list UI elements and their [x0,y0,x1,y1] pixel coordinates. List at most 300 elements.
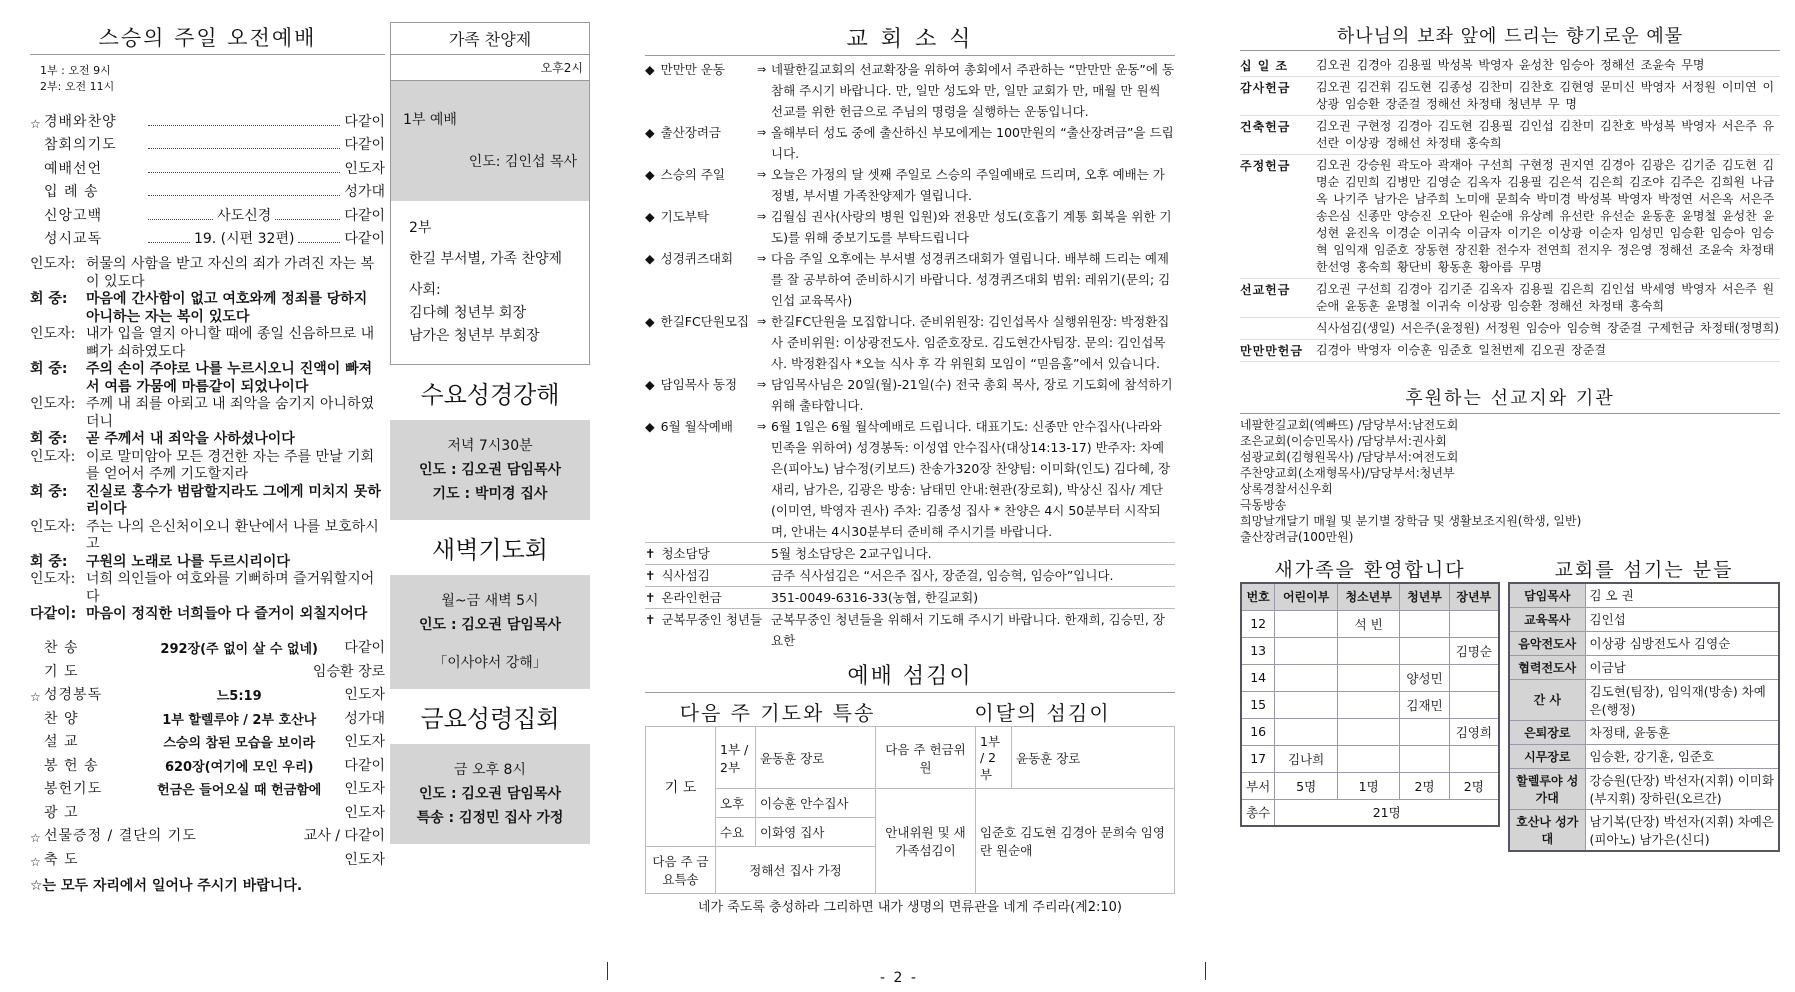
order-label: 선물증정 / 결단의 기도 [44,828,197,844]
news-head [645,565,757,586]
divider-left [607,962,608,980]
reading-text: 마음이 정직한 너희들아 다 즐거이 외칠지어다 [86,606,368,622]
order-detail: 스승의 참된 모습을 보이라 [163,736,316,751]
family-praise-box [390,22,590,365]
news-head [645,248,757,311]
servant-role: 할렐루야 성가대 [1509,768,1585,809]
order-label: 찬 송 [44,640,79,656]
table-row [1241,745,1499,772]
responsive-reading [30,256,385,624]
news-body: 김월심 권사(사랑의 병원 입원)와 전용만 성도(호흡기 계통 회복을 위한 기도)를 위해 중보기도를 부탁드립니다 [771,209,1172,245]
news-item [645,122,1175,164]
order-who: 교사 / 다같이 [303,828,385,844]
order-row [30,681,385,705]
table-row [1509,607,1779,631]
news-item [645,374,1175,416]
reading-text: 이로 말미암아 모든 경건한 자는 주를 만날 기회를 얻어서 주께 기도할지라 [86,448,375,482]
news-bullet-icon: ◆ [645,314,655,329]
table-cell: 김명순 [1449,637,1499,664]
news-head [645,543,757,564]
reading-text: 주의 손이 주야로 나를 누르시오니 진액이 빠져서 여름 가뭄에 마름같이 되었나이다 [86,361,373,395]
table-cell: 부서 [1241,772,1275,799]
news-head [645,609,763,651]
news-bullet-icon: ✝ [645,590,656,605]
order-label: 성경봉독 [44,687,103,703]
star-mark: ☆ [30,690,41,704]
order-row [30,751,385,775]
total-label: 총수 [1241,799,1275,826]
table-cell [1337,664,1400,691]
table-row [1509,809,1779,851]
table-cell [1275,664,1338,691]
offering-label: 선교헌금 [1240,283,1291,297]
servant-role: 교육목사 [1509,607,1585,631]
table-cell [1400,610,1449,637]
dot-leader [148,125,340,126]
table-row [1241,691,1499,718]
reading-speaker: 회 중: [30,483,68,500]
table-cell [1449,610,1499,637]
news-body: 5월 청소담당은 2교구입니다. [771,546,932,561]
table-cell: 2명 [1400,772,1449,799]
reading-text: 곧 주께서 내 죄악을 사하셨나이다 [86,431,295,447]
order-who: 다같이 [344,640,385,656]
table-cell: 13 [1241,637,1275,664]
dawn-info: 월~금 새벽 5시 인도 : 김오권 담임목사 「이사야서 강해」 [390,575,590,689]
news-head-label: 만만만 운동 [660,62,725,77]
offering-names: 식사섬김(생일) 서은주(윤정원) 서정원 임승아 임승혁 장준걸 구제헌금 차정태(정명희) [1316,321,1779,335]
news-item [645,59,1175,122]
worship-order-list [30,107,385,248]
support-item: 희망날개달기 매월 및 분기별 장학금 및 생활보조지원(학생, 일반) [1240,514,1582,528]
order-who: 인도자 [344,734,385,750]
arrow-icon [757,609,771,651]
offering-names: 김오권 강승원 곽도아 곽재아 구선희 구현정 권지연 김경아 김광은 김기준 김도현 김명순 김민희 김병만 김영순 김옥자 김용필 김은석 김은희 김조야 김주은 김희원 나금옥 나기주 남가은 남주희 노미애 문희숙 박미경 박성복 박영자 박정연 서은옥 서은주 송은심 신종만 양승진 오단아 원순애 유상례 유선란 유선순 윤동훈 윤명철 윤성찬 윤성현 윤진옥 이경순 이귀숙 이금자 이기은 이상광 이순자 임성민 임승환 임승아 임승혁 임익재 임준호 장동현 장진환 전수자 전연희 전지우 정은영 정해선 조윤숙 차정태 한선영 홍숙희 황단비 황동훈 황아름 무명 [1316,158,1775,274]
reading-text: 주는 나의 은신처이오니 환난에서 나를 보호하시고 [86,518,379,552]
offering-row [1240,116,1780,155]
dot-leader [148,219,213,220]
offering-label: 주정헌금 [1240,159,1291,173]
order-detail: 19. (시편 32편) [193,231,295,247]
star-mark: ☆ [30,854,41,869]
worship-order-list-2 [30,634,385,869]
arrow-icon: ⇒ [757,210,767,223]
order-label: 찬 양 [44,710,79,727]
order-detail: 1부 할렐루야 / 2부 호산나 [162,712,317,728]
order-who: 임승환 장로 [312,663,385,680]
dot-leader [148,172,340,173]
support-item: 조은교회(이승민목사) /담당부서:권사회 [1240,434,1447,448]
reading-speaker: 다같이: [30,606,77,622]
news-body: 한길FC단원을 모집합니다. 준비위원장: 김인섭목사 실행위원장: 박정환집사 준비위원: 이상광전도사. 임준호장로. 김도현간사팀장. 문의: 김인섭목사. 박정환집사 *오늘 식사 후 각 위원회 모임이 “믿음홀”에서 있습니다. [771,314,1170,371]
order-who: 다같이 [344,207,385,224]
news-head-label: 6월 월삭예배 [660,419,733,434]
family-part2: 2부 한길 부서별, 가족 찬양제 사회: 김다혜 청년부 회장 남가은 청년부 부회장 [409,220,563,344]
offering-row [1240,340,1780,362]
servant-names: 남기복(단장) 박선자(지휘) 차예은(피아노) 남가은(신디) [1585,809,1779,851]
table-cell [1449,664,1499,691]
offering-names: 김오권 구선희 김경아 김기준 김옥자 김용필 김은희 김인섭 박세영 박영자 서은주 원순애 윤동훈 윤명철 이귀숙 이상광 임승환 정해선 차정태 홍숙희 [1316,282,1775,313]
servant-names: 이상광 심방전도사 김영순 [1585,631,1779,655]
table-cell [1337,637,1400,664]
table-cell: 석 빈 [1337,610,1400,637]
table-cell [1337,691,1400,718]
table-row [1241,664,1499,691]
star-mark: ☆ [30,831,41,845]
order-label: 입 례 송 [44,184,99,200]
serve-title: 예배 섬김이 [645,659,1175,693]
news-item [645,564,1175,586]
offering-names: 김오권 김건휘 김도현 김종성 김찬미 김찬호 김현영 문미신 박영자 서정원 이미연 이상광 임승환 장준걸 정해선 차정태 청년부 무 명 [1316,80,1775,111]
order-row [30,131,385,155]
order-who: 다같이 [344,137,385,153]
star-mark: ☆ [30,116,41,131]
order-row [30,728,385,752]
dot-leader [148,242,190,243]
order-row [30,225,385,249]
table-cell: 김재민 [1400,691,1449,718]
reading-speaker: 회 중: [30,291,68,307]
servant-role: 은퇴장로 [1509,720,1585,744]
table-row [1509,631,1779,655]
order-row [30,845,385,869]
friday-title: 금요성령집회 [390,689,590,744]
arrow-icon: ⇒ [757,168,767,181]
servant-role: 호산나 성가대 [1509,809,1585,851]
offering-names: 김오권 김경아 김용필 박성복 박영자 윤성찬 임승아 정해선 조윤숙 무명 [1316,58,1705,72]
offering-row [1240,318,1780,340]
news-head-label: 기도부탁 [660,209,709,224]
news-head-label: 한길FC단원모집 [660,314,749,329]
order-label: 봉 헌 송 [44,757,99,774]
bottom-tables [1240,555,1780,852]
table-row [1509,720,1779,744]
news-item [645,206,1175,248]
new-family-header [1241,583,1499,610]
support-item: 극동방송 [1240,498,1287,512]
arrow-icon: ⇒ [757,252,767,265]
new-family-header-cell: 장년부 [1449,583,1499,610]
order-detail: 느5:19 [216,689,262,704]
new-family-total [1241,799,1499,826]
table-row [1509,655,1779,679]
table-row [1241,610,1499,637]
news-head [645,587,757,608]
news-bullet-icon: ◆ [645,251,655,266]
order-who: 성가대 [344,184,385,200]
offering-names: 김오권 구현정 김경아 김도현 김용필 김인섭 김찬미 김찬호 박성복 박영자 서은주 유선란 이상광 정해선 차정태 홍숙희 [1316,119,1775,150]
table-row [1509,768,1779,809]
table-cell: 5명 [1275,772,1338,799]
offerings-list [1240,55,1780,362]
servant-names: 이금남 [1585,655,1779,679]
news-head-label: 담임목사 동정 [660,377,738,392]
table-cell [1400,718,1449,745]
table-cell [1275,610,1338,637]
order-row [30,775,385,799]
order-label: 기 도 [44,663,79,680]
news-body: 올해부터 성도 중에 출산하신 부모에게는 100만원의 “출산장려금”을 드립니다. [771,125,1174,161]
dot-leader [148,148,340,149]
divider-right [1205,962,1206,980]
new-family-header-cell: 번호 [1241,583,1275,610]
servant-role: 협력전도사 [1509,655,1585,679]
arrow-icon: ⇒ [757,315,767,328]
table-cell: 16 [1241,718,1275,745]
news-body: 군복무중인 청년들을 위해서 기도해 주시기 바랍니다. 한재희, 김승민, 장요한 [771,612,1165,648]
table-row [1241,637,1499,664]
news-item [645,164,1175,206]
reading-speaker: 인도자: [30,571,76,587]
servant-names: 김인섭 [1585,607,1779,631]
news-head [645,164,757,206]
table-cell [1275,718,1338,745]
arrow-icon [757,587,771,608]
service-times: 1부 : 오전 9시 2부: 오전 11시 [40,64,115,93]
reading-line [30,291,385,326]
standing-footnote: ☆는 모두 자리에서 일어나 주시기 바랍니다. [30,877,303,894]
reading-text: 주께 내 죄를 아뢰고 내 죄악을 숨기지 아니하였더니 [86,396,375,430]
reading-text: 내가 입을 열지 아니할 때에 종일 신음하므로 내 뼈가 쇠하였도다 [86,326,375,360]
offering-row [1240,77,1780,116]
table-row [1509,679,1779,720]
news-item [645,416,1175,542]
new-family-header-cell: 어린이부 [1275,583,1338,610]
reading-line [30,431,385,449]
new-family-header-cell: 청소년부 [1337,583,1400,610]
serve-headers [645,697,1175,726]
news-head [645,374,757,416]
news-body: 네팔한길교회의 선교확장을 위하여 총회에서 주관하는 “만만만 운동”에 동참해 주시기 바랍니다. 만, 일만 성도와 만, 일만 교회가 만, 매월 만 원씩 선교를 위한 헌금으로 주님의 명령을 실행하는 운동입니다. [771,62,1175,119]
order-label: 신앙고백 [44,207,103,224]
offering-row [1240,155,1780,279]
news-bullet-icon: ◆ [645,419,655,434]
news-item [645,311,1175,374]
news-item [645,608,1175,651]
news-list [645,59,1175,651]
reading-text: 허물의 사함을 받고 자신의 죄가 가려진 자는 복이 있도다 [86,256,375,290]
table-cell: 14 [1241,664,1275,691]
table-row [1241,772,1499,799]
arrow-icon: ⇒ [757,63,767,76]
arrow-icon: ⇒ [757,420,767,433]
news-bullet-icon: ✝ [645,546,656,561]
news-head-label: 군복무중인 청년들 [661,612,763,627]
table-cell: 김나희 [1275,745,1338,772]
news-bullet-icon: ◆ [645,377,655,392]
total-value: 21명 [1275,799,1499,826]
dot-leader [148,195,340,196]
dawn-title: 새벽기도회 [390,520,590,575]
arrow-icon: ⇒ [757,378,767,391]
wednesday-title: 수요성경강해 [390,365,590,420]
order-detail: 620장(여기에 모인 우리) [164,759,314,775]
this-month-title: 이달의 섬김이 [974,701,1111,725]
offering-names: 김경아 박영자 이승훈 임준호 일천번제 김오권 장준걸 [1316,343,1606,357]
table-cell [1449,745,1499,772]
offering-row [1240,279,1780,318]
order-who: 다같이 [344,113,385,130]
family-praise-title: 가족 찬양제 [391,23,589,55]
news-item [645,542,1175,564]
dot-leader [298,242,340,243]
table-cell [1400,637,1449,664]
news-item [645,586,1175,608]
order-row [30,107,385,131]
reading-speaker: 인도자: [30,256,76,272]
page-number: - 2 - [880,970,918,986]
news-head-label: 청소담당 [661,546,710,561]
news-head-label: 식사섬김 [661,568,710,583]
servant-names: 임승환, 강기훈, 임준호 [1585,744,1779,768]
reading-speaker: 회 중: [30,431,68,447]
news-head [645,416,757,542]
offering-label: 건축헌금 [1240,120,1291,134]
reading-line [30,449,385,484]
reading-text: 구원의 노래로 나를 두르시리이다 [86,553,290,570]
support-list [1240,417,1780,545]
reading-line [30,519,385,554]
reading-speaker: 인도자: [30,518,76,535]
order-who: 인도자 [344,160,385,177]
news-bullet-icon: ◆ [645,62,655,77]
bible-verse: 네가 죽도록 충성하라 그리하면 내가 생명의 면류관을 네게 주리라(계2:10) [697,900,1123,915]
reading-speaker: 회 중: [30,553,68,570]
table-cell [1275,637,1338,664]
table-cell: 양성민 [1400,664,1449,691]
servant-names: 김도현(팀장), 임익재(방송) 차예은(행정) [1585,679,1779,720]
table-row [1509,583,1779,607]
news-column [645,22,1175,915]
news-body: 담임목사님은 20일(월)-21일(수) 전국 총회 목사, 장로 기도회에 참석하기 위해 출타합니다. [771,377,1173,413]
offerings-column [1240,22,1780,852]
news-body: 금주 식사섬김은 “서은주 집사, 장준걸, 임승혁, 임승아”입니다. [771,568,1114,583]
support-item: 상록경찰서신우회 [1240,482,1333,496]
order-row [30,798,385,822]
support-title: 후원하는 선교지와 기관 [1240,384,1780,414]
family-part1: 1부 예배 인도: 김인섭 목사 [391,81,589,201]
table-cell: 1명 [1337,772,1400,799]
news-head-label: 성경퀴즈대회 [660,251,734,266]
order-detail: 292장(주 없이 살 수 없네) [160,642,318,657]
servant-role: 시무장로 [1509,744,1585,768]
order-label: 성시교독 [44,231,103,247]
order-row [30,822,385,846]
news-body: 오늘은 가정의 달 셋째 주일로 스승의 주일예배로 드리며, 오후 예배는 가정별, 부서별 가족찬양제가 열립니다. [771,167,1165,203]
table-cell: 15 [1241,691,1275,718]
reading-line [30,256,385,291]
support-item: 출산장려금(100만원) [1240,530,1354,544]
news-head-label: 온라인헌금 [661,590,722,605]
news-head-label: 출산장려금 [660,125,722,140]
news-head [645,122,757,164]
worship-order-column [30,22,385,895]
table-cell: 12 [1241,610,1275,637]
offering-label: 만만만헌금 [1240,344,1303,358]
news-head [645,206,757,248]
new-family-table [1240,582,1500,827]
news-body: 다음 주일 오후에는 부서별 성경퀴즈대회가 열립니다. 배부해 드리는 예제를 잘 공부하여 준비하시기 바랍니다. 성경퀴즈대회 범위: 레위기(문의; 김인섭 교육목사) [771,251,1171,308]
table-cell [1275,691,1338,718]
schedule-column [390,22,590,844]
reading-line [30,484,385,519]
support-item: 네팔한길교회(엑빠뜨) /담당부서:남전도회 [1240,418,1459,432]
news-bullet-icon: ◆ [645,167,655,182]
servant-role: 간 사 [1509,679,1585,720]
order-who: 인도자 [344,781,385,797]
reading-speaker: 인도자: [30,448,76,465]
dot-leader [275,219,340,220]
table-row [1241,718,1499,745]
news-head-label: 스승의 주일 [660,167,725,182]
servants-title: 교회를 섬기는 분들 [1554,559,1734,581]
reading-line [30,606,385,624]
servant-names: 차정태, 윤동훈 [1585,720,1779,744]
table-cell: 17 [1241,745,1275,772]
table-row [1509,744,1779,768]
offering-label [1240,320,1316,337]
servant-names: 김 오 권 [1585,583,1779,607]
order-row [30,657,385,681]
order-detail: 사도신경 [217,207,272,224]
arrow-icon: ⇒ [757,126,767,139]
news-bullet-icon: ◆ [645,209,655,224]
news-body: 6월 1일은 6월 월삭예배로 드립니다. 대표기도: 신종만 안수집사(나라와 민족을 위하여) 성경봉독: 이성엽 안수집사(대상14:13-17) 반주자: 차예은(피아노) 남수정(키보드) 찬송가320장 찬양팀: 이미화(인도) 김다혜, 장새리, 남가은, 김광은 방송: 남태민 안내:현관(장로회), 박상신 집사/ 계단(이미연, 박영자 권사) 주차: 김종성 집사 * 찬양은 4시 50분부터 시작되며, 안내는 4시30분부터 준비해 주시기를 바랍니다. [771,419,1171,539]
reading-line [30,361,385,396]
offering-row [1240,55,1780,77]
order-detail: 헌금은 들어오실 때 헌금함에 [157,783,322,798]
order-label: 광 고 [44,804,79,821]
reading-speaker: 인도자: [30,396,76,412]
order-label: 참회의기도 [44,137,117,153]
order-who: 인도자 [344,687,385,703]
table-cell [1449,691,1499,718]
friday-info: 금 오후 8시 인도 : 김오권 담임목사 특송 : 김정민 집사 가정 [390,744,590,844]
support-item: 주찬양교회(소재형목사)/담당부서:청년부 [1240,466,1455,480]
order-row [30,201,385,225]
reading-speaker: 인도자: [30,326,76,342]
new-family-title: 새가족을 환영합니다 [1274,559,1466,581]
news-item [645,248,1175,311]
order-who: 인도자 [344,804,385,821]
news-bullet-icon: ✝ [645,568,656,583]
reading-line [30,396,385,431]
table-cell [1400,745,1449,772]
table-cell: 김영희 [1449,718,1499,745]
arrow-icon [757,565,771,586]
table-cell [1337,745,1400,772]
news-bullet-icon: ✝ [645,612,656,627]
order-row [30,634,385,658]
worship-title: 스승의 주일 오전예배 [30,22,385,55]
wednesday-info: 저녁 7시30분 인도 : 김오권 담임목사 기도 : 박미경 집사 [390,420,590,520]
news-head [645,59,757,122]
order-row [30,704,385,728]
order-row [30,178,385,202]
family-praise-time: 오후2시 [391,55,589,81]
reading-text: 진실로 홍수가 범람할지라도 그에게 미치지 못하리이다 [86,483,381,517]
servant-role: 음악전도사 [1509,631,1585,655]
order-label: 경배와찬양 [44,113,117,130]
news-head [645,311,757,374]
table-cell [1337,718,1400,745]
offerings-title: 하나님의 보좌 앞에 드리는 향기로운 예물 [1240,22,1780,51]
reading-text: 너희 의인들아 여호와를 기뻐하며 즐거워할지어다 [86,571,375,605]
support-item: 섬광교회(김형원목사) /담당부서:여전도회 [1240,450,1459,464]
order-label: 봉헌기도 [44,781,103,797]
order-label: 축 도 [44,851,79,868]
order-who: 다같이 [344,757,385,774]
